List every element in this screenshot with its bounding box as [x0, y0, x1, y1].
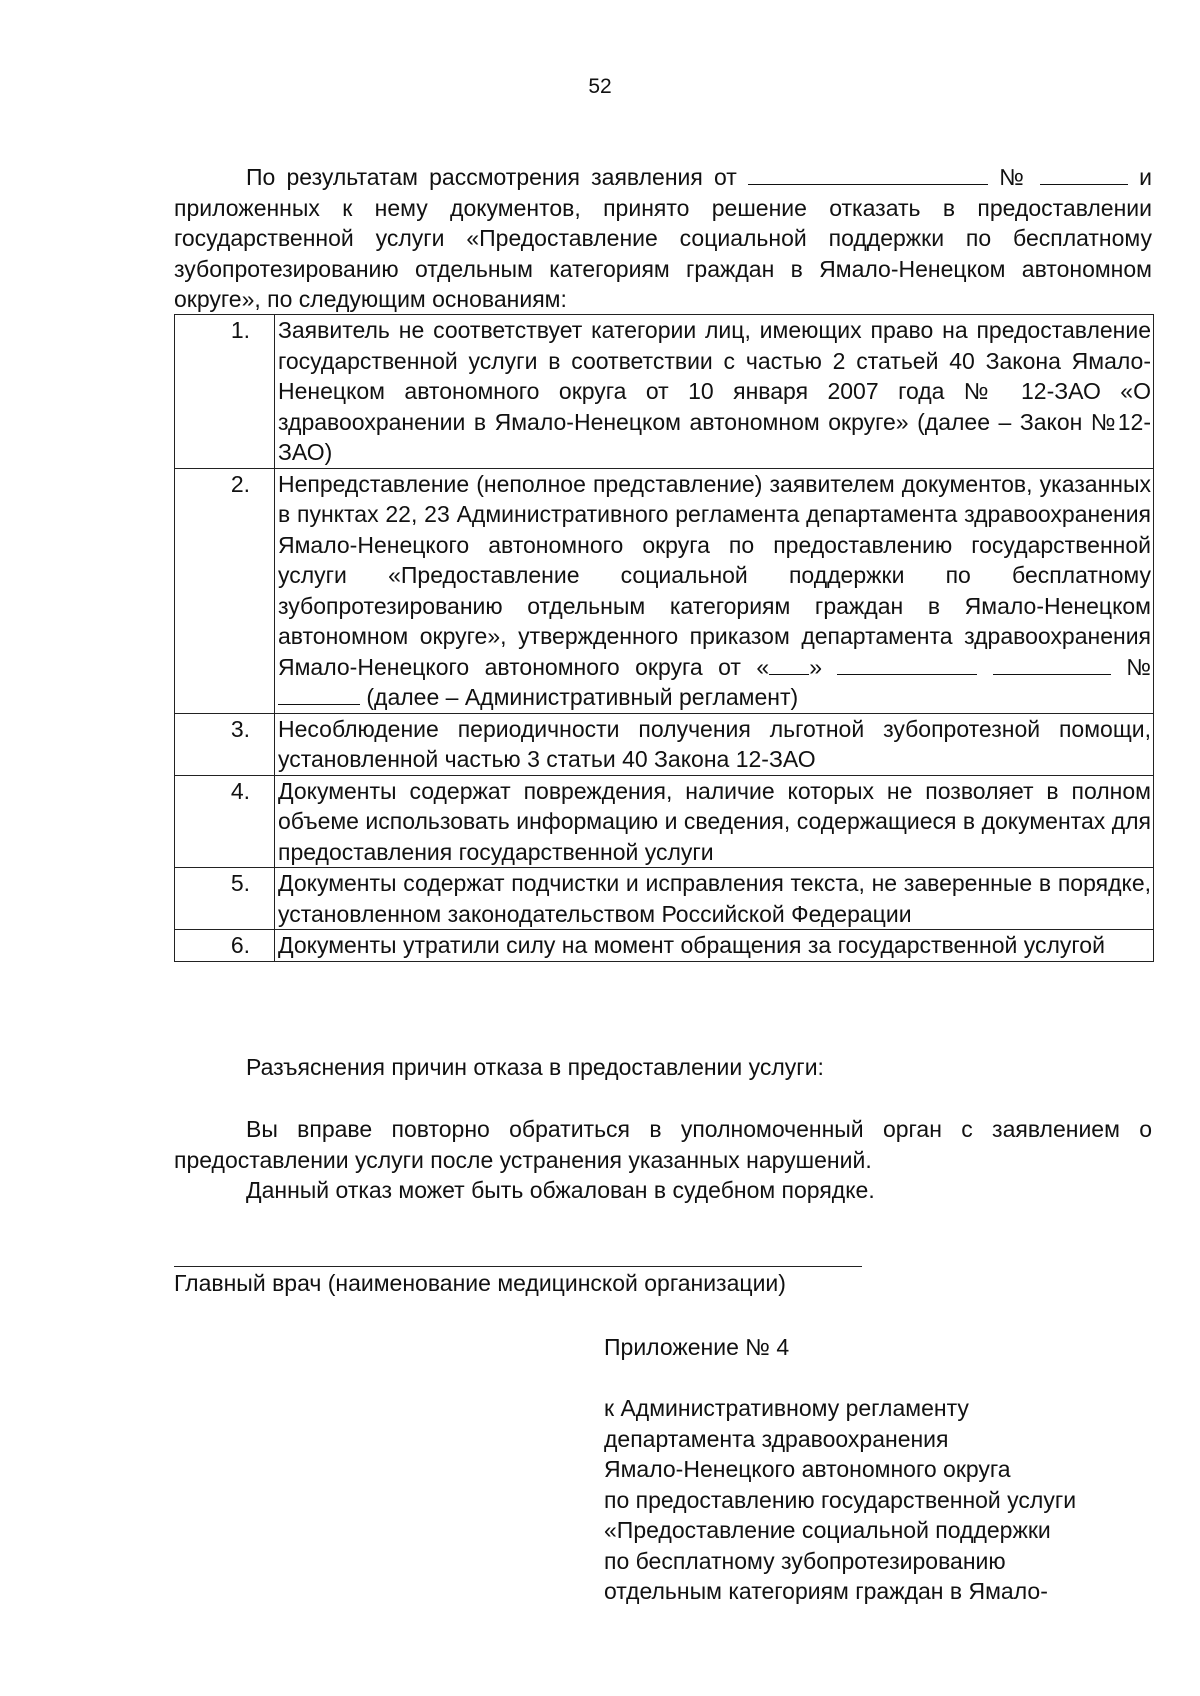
- decision-paragraph: [174, 162, 1152, 315]
- annex-title: Приложение № 4: [604, 1334, 790, 1360]
- number-sign: №: [988, 164, 1040, 190]
- annex-reference: [604, 1393, 1164, 1607]
- annex-line: отдельным категориям граждан в Ямало-: [604, 1578, 1048, 1604]
- table-row: [175, 775, 1154, 868]
- signature-label: Главный врач (наименование медицинской организации): [174, 1270, 786, 1296]
- explanation-heading: Разъяснения причин отказа в предоставлении услуги:: [246, 1054, 824, 1080]
- annex-line: «Предоставление социальной поддержки: [604, 1517, 1051, 1543]
- reason-text: Несоблюдение периодичности получения льготной зубопротезной помощи, установленной частью 3 статьи 40 Закона 12-ЗАО: [275, 713, 1154, 775]
- reason-text: Заявитель не соответствует категории лиц, имеющих право на предоставление государственной услуги в соответствии с частью 2 статьей 40 Закона Ямало-Ненецком автономного округа от 10 января 2007 года № 12-ЗАО «О здравоохранении в Ямало-Ненецком автономном округе» (далее – Закон №12-ЗАО): [275, 315, 1154, 469]
- annex-line: департамента здравоохранения: [604, 1425, 949, 1452]
- reason-text: Документы утратили силу на момент обращения за государственной услугой: [275, 930, 1154, 962]
- reason-number: 6.: [175, 930, 275, 962]
- refusal-reasons-table: [174, 314, 1154, 962]
- explanation-section: [174, 1052, 1152, 1083]
- annex-line: по бесплатному зубопротезированию: [604, 1547, 1006, 1574]
- reason-number: 1.: [175, 315, 275, 469]
- annex-line: по предоставлению государственной услуги: [604, 1486, 1077, 1513]
- order-number-blank: [278, 682, 360, 705]
- table-row: [175, 868, 1154, 930]
- reason-text: [275, 468, 1154, 713]
- number-sign: №: [1110, 653, 1151, 680]
- order-month-blank: [837, 652, 977, 675]
- right-to-reapply-text: Вы вправе повторно обратиться в уполномоченный орган с заявлением о предоставлении услуги после устранения указанных нарушений.: [174, 1116, 1152, 1173]
- table-row: [175, 315, 1154, 469]
- page-number: 52: [588, 75, 612, 98]
- application-date-blank: [748, 162, 988, 185]
- quote-close: »: [809, 653, 838, 680]
- reason-number: 3.: [175, 713, 275, 775]
- application-number-blank: [1040, 162, 1128, 185]
- signature-line: [174, 1266, 862, 1267]
- decision-text-rest: и приложенных к нему документов, принято решение отказать в предоставлении государственной услуги «Предоставление социальной поддержки по бесплатному зубопротезированию отдельным категориям граждан в Ямало-Ненецком автономном округе», по следующим основаниям:: [174, 164, 1152, 312]
- table-row: [175, 468, 1154, 713]
- reason-number: 2.: [175, 468, 275, 713]
- reapply-section: [174, 1114, 1152, 1206]
- reason-text-end: (далее – Административный регламент): [360, 684, 799, 710]
- annex-line: Ямало-Ненецкого автономного округа: [604, 1456, 1011, 1482]
- decision-text-start: По результатам рассмотрения заявления от: [246, 164, 749, 190]
- reason-text-start: Непредставление (неполное представление) заявителем документов, указанных в пунктах 22, 23 Административного регламента департамента здравоохранения Ямало-Ненецкого автономного округа по предоставлению государственной услуги «Предоставление социальной поддержки по бесплатному зубопротезированию отдельным категориям граждан в Ямало-Ненецком автономном округе», утвержденного приказом департамента здравоохранения Ямало-Ненецкого автономного округа от «: [278, 470, 1151, 680]
- annex-line: к Административному регламенту: [604, 1395, 969, 1421]
- reason-number: 4.: [175, 775, 275, 868]
- order-year-blank: [993, 652, 1111, 675]
- reason-text: Документы содержат подчистки и исправления текста, не заверенные в порядке, установленном законодательством Российской Федерации: [275, 868, 1154, 930]
- table-row: [175, 930, 1154, 962]
- table-row: [175, 713, 1154, 775]
- appeal-notice-text: Данный отказ может быть обжалован в судебном порядке.: [246, 1177, 875, 1203]
- reason-text: Документы содержат повреждения, наличие которых не позволяет в полном объеме использовать информацию и сведения, содержащиеся в документах для предоставления государственной услуги: [275, 775, 1154, 868]
- reason-number: 5.: [175, 868, 275, 930]
- order-day-blank: [769, 652, 809, 675]
